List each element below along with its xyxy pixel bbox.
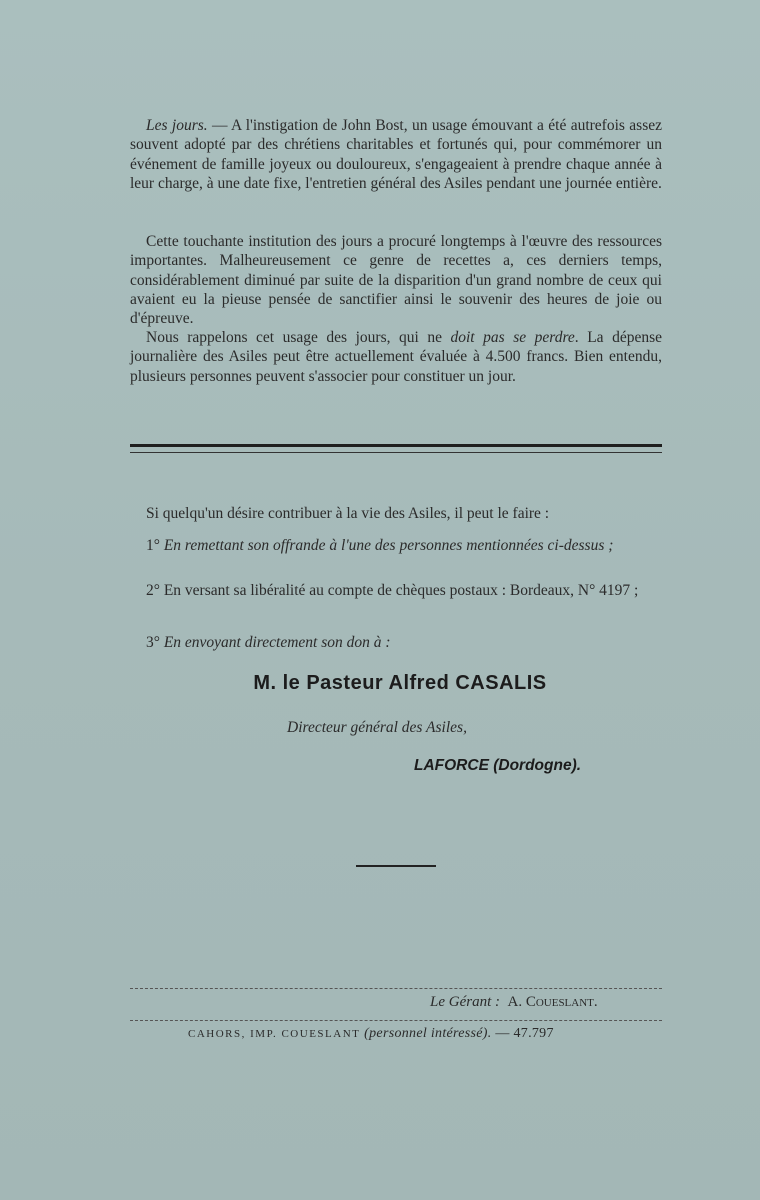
gerant-name: A. Coueslant. [507,994,598,1010]
paragraph-text: — A l'instigation de John Bost, un usage émouvant a été autrefois assez souvent adopté par des chrétiens charitables et fortunés qui, pour commémorer un événement de famille joyeux ou douloureux, s'engageaient à prendre chaque année à leur charge, à une date fixe, l'entretien général des Asiles pendant une journée entière. [130,117,663,192]
footer-rule-bottom [130,1020,662,1021]
imprint-number: — 47.797 [495,1026,554,1041]
footer-rule-top [130,988,662,989]
section-divider-thick [130,444,662,447]
imprint-line [188,1026,554,1042]
contribution-intro: Si quelqu'un désire contribuer à la vie des Asiles, il peut le faire : [146,505,550,522]
addressee-title: Directeur général des Asiles, [287,719,467,736]
item-text: En remettant son offrande à l'une des personnes mentionnées ci-dessus ; [163,537,614,554]
gerant-label: Le Gérant : [430,994,500,1010]
gerant-line [430,994,598,1011]
section-divider-thin [130,452,662,453]
contribution-item-3 [130,633,662,653]
addressee-place: LAFORCE (Dordogne). [414,757,582,774]
item-number: 1° [146,537,160,554]
item-text: En envoyant directement son don à : [163,634,391,651]
item-number: 2° [146,582,160,599]
paragraph-rappel [130,328,662,386]
addressee-name: M. le Pasteur Alfred CASALIS [253,672,547,694]
contribution-item-2 [130,581,662,601]
paragraph-lead: Les jours. [146,117,208,134]
contribution-item-1 [130,536,662,556]
item-number: 3° [146,634,160,651]
imprint-printer: CAHORS, IMP. COUESLANT [188,1028,361,1040]
paragraph-les-jours [130,116,662,193]
short-divider [356,865,436,867]
paragraph-institution: Cette touchante institution des jours a procuré longtemps à l'œuvre des ressources importantes. Malheureusement ce genre de recettes a, ces derniers temps, considérablement diminué par suite de la disparition d'un grand nombre de ceux qui avaient eu la pieuse pensée de sanctifier ainsi le souvenir des heures de joie ou d'épreuve. [130,233,662,328]
item-text: En versant sa libéralité au compte de chèques postaux : Bordeaux, N° 4197 ; [163,582,639,599]
paragraph-text-after: . La dépense journalière des Asiles peut être actuellement évaluée à 4.500 francs. Bien entendu, plusieurs personnes peuvent s'associer pour constituer un jour. [130,329,662,385]
imprint-note: (personnel intéressé). [364,1026,492,1041]
paragraph-emphasis: doit pas se perdre [450,329,575,346]
paragraph-text-before: Nous rappelons cet usage des jours, qui ne [146,329,451,346]
